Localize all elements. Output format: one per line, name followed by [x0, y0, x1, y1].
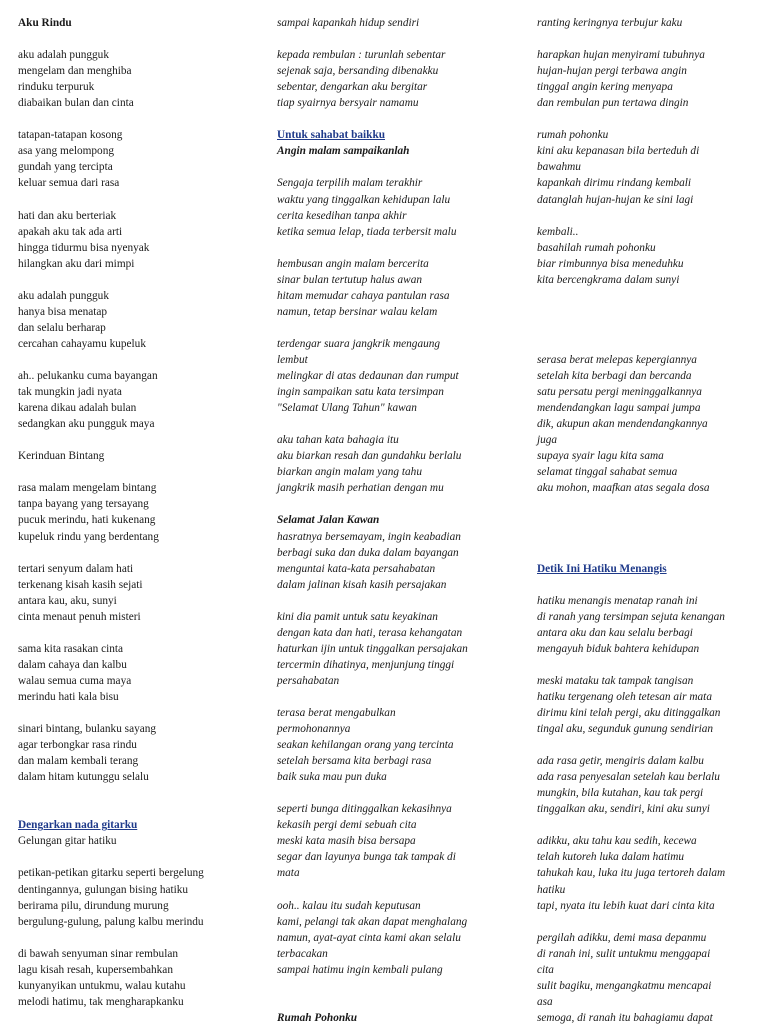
poem-line: keluar semua dari rasa: [18, 177, 120, 190]
poem-line: kapankah dirimu rindang kembali: [537, 177, 692, 190]
blank-line: [537, 111, 761, 127]
poem-line: ranting keringnya terbujur kaku: [537, 17, 683, 29]
poem-line: antara kau, aku, sunyi: [18, 594, 117, 607]
blank-line: [18, 785, 254, 801]
poem-title-line: [537, 561, 761, 577]
poem-line: tercermin dihatinya, menjunjung tinggi: [277, 658, 455, 671]
poem-line: terasa berat mengabulkan: [277, 707, 396, 720]
poem-line: mungkin, bila kutahan, kau tak pergi: [537, 787, 704, 800]
poem-line: serasa berat melepas kepergiannya: [537, 353, 697, 366]
poem-line: kita bercengkrama dalam sunyi: [537, 273, 680, 286]
poem-line: di bawah senyuman sinar rembulan: [18, 947, 178, 960]
poem-line: bawahmu: [537, 161, 581, 174]
poem-line: Kerinduan Bintang: [18, 450, 105, 463]
poem-line: biarkan angin malam yang tahu: [277, 466, 422, 479]
blank-line: [537, 914, 761, 930]
poem-line: terkenang kisah kasih sejati: [18, 578, 143, 591]
poem-line: seakan kehilangan orang yang tercinta: [277, 739, 454, 752]
blank-line: [277, 785, 513, 801]
poem-line: ah.. pelukanku cuma bayangan: [18, 370, 158, 383]
poem-line: mata: [277, 867, 300, 880]
poem-line: hatiku menangis menatap ranah ini: [537, 594, 698, 607]
poem-line: sampai kapankah hidup sendiri: [277, 17, 420, 29]
poem-line: dentingannya, gulungan bising hatiku: [18, 883, 189, 896]
poem-line: hingga tidurmu bisa nyenyak: [18, 241, 150, 254]
poem-line: gundah yang tercipta: [18, 161, 113, 174]
poem-line: dik, akupun akan mendendangkannya: [537, 418, 708, 431]
blank-line: [277, 593, 513, 609]
blank-line: [18, 705, 254, 721]
poem-line: sinari bintang, bulanku sayang: [18, 723, 157, 736]
poem-line: Sengaja terpilih malam terakhir: [277, 177, 423, 190]
poem-line: ada rasa penyesalan setelah kau berlalu: [537, 771, 720, 784]
poem-line: mengelam dan menghiba: [18, 65, 132, 78]
poem-line: di ranah ini, sulit untukmu menggapai: [537, 947, 711, 960]
blank-line: [18, 849, 254, 865]
blank-line: [537, 737, 761, 753]
poem-line: meski mataku tak tampak tangisan: [537, 674, 694, 687]
poem-subtitle: Angin malam sampaikanlah: [277, 145, 410, 158]
poem-line: sulit bagiku, mengangkatmu mencapai: [537, 979, 712, 992]
poem-line: hanya bisa menatap: [18, 305, 108, 318]
poem-line: tahukah kau, luka itu juga tertoreh dalam: [537, 867, 726, 880]
poem-line: basahilah rumah pohonku: [537, 241, 656, 254]
blank-line: [18, 31, 254, 47]
poem-line: terbacakan: [277, 947, 328, 960]
poem-line: menguntai kata-kata persahabatan: [277, 562, 436, 575]
poem-line: hati dan aku berteriak: [18, 209, 117, 222]
poem-line: dalam cahaya dan kalbu: [18, 658, 127, 671]
poem-line: segar dan layunya bunga tak tampak di: [277, 851, 456, 864]
blank-line: [537, 31, 761, 47]
poem-line: cita: [537, 963, 554, 976]
poem-line: tanpa bayang yang tersayang: [18, 498, 149, 511]
poem-line: sama kita rasakan cinta: [18, 642, 124, 655]
poem-line: lembut: [277, 353, 308, 366]
poem-title-link[interactable]: Dengarkan nada gitarku: [18, 819, 138, 832]
poem-line: agar terbongkar rasa rindu: [18, 739, 137, 752]
poem-line: rinduku terpuruk: [18, 81, 95, 94]
poem-line: tertari senyum dalam hati: [18, 562, 134, 575]
blank-line: [537, 512, 761, 528]
blank-line: [277, 689, 513, 705]
text-column-left: [18, 15, 254, 1010]
poem-line: melodi hatimu, tak mengharapkanku: [18, 995, 184, 1008]
poem-line: pergilah adikku, demi masa depanmu: [537, 931, 707, 944]
blank-line: [277, 882, 513, 898]
poem-line: rasa malam mengelam bintang: [18, 482, 157, 495]
poem-line: ada rasa getir, mengiris dalam kalbu: [537, 755, 704, 768]
poem-line: setelah bersama kita berbagi rasa: [277, 755, 432, 768]
poem-line: ingin sampaikan satu kata tersimpan: [277, 386, 444, 399]
poem-title-link[interactable]: Detik Ini Hatiku Menangis: [537, 562, 667, 575]
blank-line: [277, 416, 513, 432]
poem-line: kini aku kepanasan bila berteduh di: [537, 145, 700, 158]
poem-line: cerita kesedihan tanpa akhir: [277, 209, 407, 222]
poem-line: tapi, nyata itu lebih kuat dari cinta kita: [537, 899, 715, 912]
poem-line: apakah aku tak ada arti: [18, 225, 123, 238]
blank-line: [537, 288, 761, 304]
poem-line: sampai hatimu ingin kembali pulang: [277, 963, 443, 976]
poem-line: tinggalkan aku, sendiri, kini aku sunyi: [537, 803, 710, 816]
poem-line: hatiku: [537, 883, 566, 896]
poem-line: sedangkan aku pungguk maya: [18, 418, 155, 431]
poem-line: terdengar suara jangkrik mengaung: [277, 337, 441, 350]
poem-line: pucuk merindu, hati kukenang: [18, 514, 156, 527]
poem-line: aku mohon, maafkan atas segala dosa: [537, 482, 710, 495]
poem-line: seperti bunga ditinggalkan kekasihnya: [277, 803, 452, 816]
blank-line: [537, 304, 761, 320]
poem-line: tak mungkin jadi nyata: [18, 386, 122, 399]
poem-line: waktu yang tinggalkan kehidupan lalu: [277, 193, 451, 206]
blank-line: [277, 496, 513, 512]
poem-line: bergulung-gulung, palung kalbu merindu: [18, 915, 204, 928]
blank-line: [537, 496, 761, 512]
poem-line: sebentar, dengarkan aku bergitar: [277, 81, 428, 94]
blank-line: [277, 320, 513, 336]
blank-line: [537, 208, 761, 224]
blank-line: [18, 930, 254, 946]
poem-line: dalam jalinan kisah kasih persajakan: [277, 578, 447, 591]
poem-line: ketika semua lelap, tiada terbersit malu: [277, 225, 457, 238]
blank-line: [277, 994, 513, 1010]
poem-line: telah kutoreh luka dalam hatimu: [537, 851, 685, 864]
blank-line: [18, 801, 254, 817]
poem-line: jangkrik masih perhatian dengan mu: [277, 482, 444, 495]
poem-line: asa: [537, 995, 553, 1008]
poem-line: hembusan angin malam bercerita: [277, 257, 429, 270]
poem-line: karena dikau adalah bulan: [18, 402, 137, 415]
poem-line: sinar bulan tertutup halus awan: [277, 273, 422, 286]
poem-line: setelah kita berbagi dan bercanda: [537, 370, 692, 383]
blank-line: [537, 529, 761, 545]
poem-title: Rumah Pohonku: [277, 1011, 358, 1024]
poem-line: biar rimbunnya bisa meneduhku: [537, 257, 684, 270]
poem-line: ooh.. kalau itu sudah keputusan: [277, 899, 421, 912]
blank-line: [18, 625, 254, 641]
poem-line: supaya syair lagu kita sama: [537, 450, 664, 463]
blank-line: [277, 31, 513, 47]
blank-line: [537, 817, 761, 833]
poem-title-line: [277, 127, 513, 143]
poem-line: antara aku dan kau selalu berbagi: [537, 626, 693, 639]
poem-line: namun, ayat-ayat cinta kami akan selalu: [277, 931, 461, 944]
poem-line: kunyanyikan untukmu, walau kutahu: [18, 979, 186, 992]
blank-line: [537, 320, 761, 336]
poem-line: kini dia pamit untuk satu keyakinan: [277, 610, 438, 623]
poem-line: namun, tetap bersinar walau kelam: [277, 305, 438, 318]
poem-line: dengan kata dan hati, terasa kehangatan: [277, 626, 463, 639]
blank-line: [537, 545, 761, 561]
poem-line: asa yang melompong: [18, 145, 115, 158]
poem-line: aku biarkan resah dan gundahku berlalu: [277, 450, 462, 463]
poem-title: Aku Rindu: [18, 17, 72, 29]
poem-line: dan malam kembali terang: [18, 755, 139, 768]
blank-line: [18, 111, 254, 127]
poem-line: merindu hati kala bisu: [18, 690, 119, 703]
blank-line: [18, 192, 254, 208]
poem-line: hatiku tergenang oleh tetesan air mata: [537, 690, 712, 703]
poem-line: petikan-petikan gitarku seperti bergelung: [18, 867, 204, 880]
poem-title-link[interactable]: Untuk sahabat baikku: [277, 129, 386, 142]
blank-line: [537, 657, 761, 673]
poem-line: dalam hitam kutunggu selalu: [18, 771, 149, 784]
poem-line: di ranah yang tersimpan sejuta kenangan: [537, 610, 725, 623]
poem-title: Selamat Jalan Kawan: [277, 514, 380, 527]
text-column-middle: [277, 15, 513, 1024]
poem-line: aku adalah pungguk: [18, 289, 109, 302]
poem-title-line: [18, 817, 254, 833]
blank-line: [537, 577, 761, 593]
poem-line: satu persatu pergi meninggalkannya: [537, 386, 702, 399]
poem-line: cinta menaut penuh misteri: [18, 610, 141, 623]
poem-line: cercahan cahayamu kupeluk: [18, 337, 146, 350]
poem-line: berbagi suka dan duka dalam bayangan: [277, 546, 459, 559]
poem-line: walau semua cuma maya: [18, 674, 132, 687]
poem-line: hujan-hujan pergi terbawa angin: [537, 65, 687, 78]
poem-line: hitam memudar cahaya pantulan rasa: [277, 289, 450, 302]
poem-line: tatapan-tatapan kosong: [18, 129, 123, 142]
poem-line: tingal aku, segunduk gunung sendirian: [537, 723, 714, 736]
poem-line: Gelungan gitar hatiku: [18, 835, 117, 848]
poem-line: dirimu kini telah pergi, aku ditinggalkan: [537, 707, 721, 720]
poem-line: selamat tinggal sahabat semua: [537, 466, 678, 479]
poem-line: datanglah hujan-hujan ke sini lagi: [537, 193, 694, 206]
poem-line: juga: [537, 434, 558, 447]
poem-line: "Selamat Ulang Tahun" kawan: [277, 402, 417, 415]
poem-line: baik suka mau pun duka: [277, 771, 387, 784]
poem-line: adikku, aku tahu kau sedih, kecewa: [537, 835, 697, 848]
blank-line: [18, 545, 254, 561]
poem-line: dan selalu berharap: [18, 321, 106, 334]
text-column-right: [537, 15, 761, 1024]
poem-line: meski kata masih bisa bersapa: [277, 835, 416, 848]
poem-line: kami, pelangi tak akan dapat menghalang: [277, 915, 468, 928]
poem-line: haturkan ijin untuk tinggalkan persajakan: [277, 642, 468, 655]
blank-line: [277, 159, 513, 175]
blank-line: [277, 240, 513, 256]
poem-line: melingkar di atas dedaunan dan rumput: [277, 370, 459, 383]
poem-line: hasratnya bersemayam, ingin keabadian: [277, 530, 461, 543]
poem-line: kepada rembulan : turunlah sebentar: [277, 49, 446, 62]
poem-line: lagu kisah resah, kupersembahkan: [18, 963, 173, 976]
poem-line: mendendangkan lagu sampai jumpa: [537, 402, 701, 415]
blank-line: [18, 432, 254, 448]
poem-line: rumah pohonku: [537, 129, 609, 142]
poem-line: aku adalah pungguk: [18, 49, 109, 62]
poem-line: mengayuh biduk bahtera kehidupan: [537, 642, 700, 655]
poem-line: aku tahan kata bahagia itu: [277, 434, 399, 447]
poem-line: permohonannya: [277, 723, 351, 736]
poem-line: tinggal angin kering menyapa: [537, 81, 673, 94]
blank-line: [18, 464, 254, 480]
blank-line: [18, 272, 254, 288]
blank-line: [277, 978, 513, 994]
poem-line: berirama pilu, dirundung murung: [18, 899, 169, 912]
poem-line: kupeluk rindu yang berdentang: [18, 530, 159, 543]
poem-line: persahabatan: [277, 674, 340, 687]
poem-line: tiap syairnya bersyair namamu: [277, 97, 419, 110]
poem-line: kekasih pergi demi sebuah cita: [277, 819, 417, 832]
poem-line: hilangkan aku dari mimpi: [18, 257, 135, 270]
blank-line: [537, 336, 761, 352]
poem-line: harapkan hujan menyirami tubuhnya: [537, 49, 705, 62]
poem-line: dan rembulan pun tertawa dingin: [537, 97, 689, 110]
blank-line: [277, 111, 513, 127]
poem-line: semoga, di ranah itu bahagiamu dapat: [537, 1011, 713, 1024]
poem-line: diabaikan bulan dan cinta: [18, 97, 134, 110]
poem-line: sejenak saja, bersanding dibenakku: [277, 65, 439, 78]
blank-line: [18, 352, 254, 368]
poem-line: kembali..: [537, 225, 579, 238]
